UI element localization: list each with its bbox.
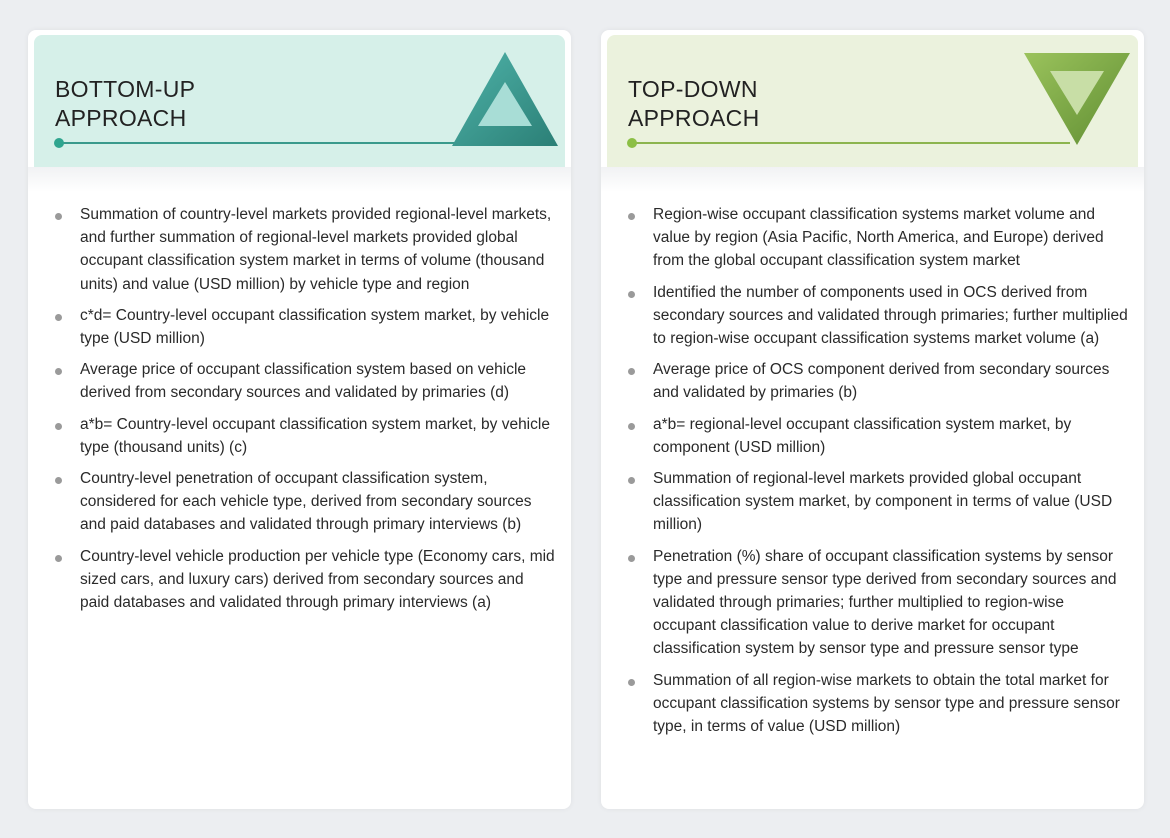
top-down-title: [628, 75, 759, 133]
divider-dot: [627, 138, 637, 148]
title-line: APPROACH: [628, 105, 760, 131]
list-item: Region-wise occupant classification systems market volume and value by region (Asia Pacific, North America, and Europe) derived from the global occupant classification system market: [627, 203, 1130, 273]
bottom-up-title: [55, 75, 195, 133]
bottom-up-list: [54, 203, 557, 622]
list-item: Average price of occupant classification system based on vehicle derived from secondary sources and validated by primaries (d): [54, 358, 557, 404]
title-line: TOP-DOWN: [628, 76, 758, 102]
top-down-list: [627, 203, 1130, 746]
list-item: Penetration (%) share of occupant classification systems by sensor type and pressure sensor type derived from secondary sources and validated through primaries; further multiplied to region-wise occupant classification value to derive market for occupant classification system by sensor type and pressure sensor type: [627, 545, 1130, 661]
title-line: BOTTOM-UP: [55, 76, 196, 102]
header-shadow: [28, 167, 571, 192]
list-item: c*d= Country-level occupant classification system market, by vehicle type (USD million): [54, 304, 557, 350]
bottom-up-header: [34, 35, 565, 167]
list-item: Country-level penetration of occupant classification system, considered for each vehicle type, derived from secondary sources and paid databases and validated through primary interviews (b): [54, 467, 557, 537]
title-line: APPROACH: [55, 105, 187, 131]
triangle-up-icon: [452, 52, 558, 146]
divider-dot: [54, 138, 64, 148]
list-item: Summation of all region-wise markets to obtain the total market for occupant classification systems by sensor type and pressure sensor type, in terms of value (USD million): [627, 669, 1130, 739]
top-down-header: [607, 35, 1138, 167]
list-item: Summation of regional-level markets provided global occupant classification system market, by component in terms of value (USD million): [627, 467, 1130, 537]
list-item: Identified the number of components used in OCS derived from secondary sources and validated through primaries; further multiplied to region-wise occupant classification systems market volume (a): [627, 281, 1130, 351]
triangle-down-icon: [1024, 53, 1130, 145]
list-item: a*b= regional-level occupant classification system market, by component (USD million): [627, 413, 1130, 459]
list-item: a*b= Country-level occupant classification system market, by vehicle type (thousand units) (c): [54, 413, 557, 459]
header-shadow: [601, 167, 1144, 192]
list-item: Summation of country-level markets provided regional-level markets, and further summation of regional-level markets provided global occupant classification system market in terms of volume (thousand units) and value (USD million) by vehicle type and region: [54, 203, 557, 296]
top-down-card: [601, 30, 1144, 809]
bottom-up-card: [28, 30, 571, 809]
list-item: Country-level vehicle production per vehicle type (Economy cars, mid sized cars, and luxury cars) derived from secondary sources and paid databases and validated through primary interviews (a): [54, 545, 557, 615]
header-divider: [632, 142, 1070, 144]
list-item: Average price of OCS component derived from secondary sources and validated by primaries (b): [627, 358, 1130, 404]
